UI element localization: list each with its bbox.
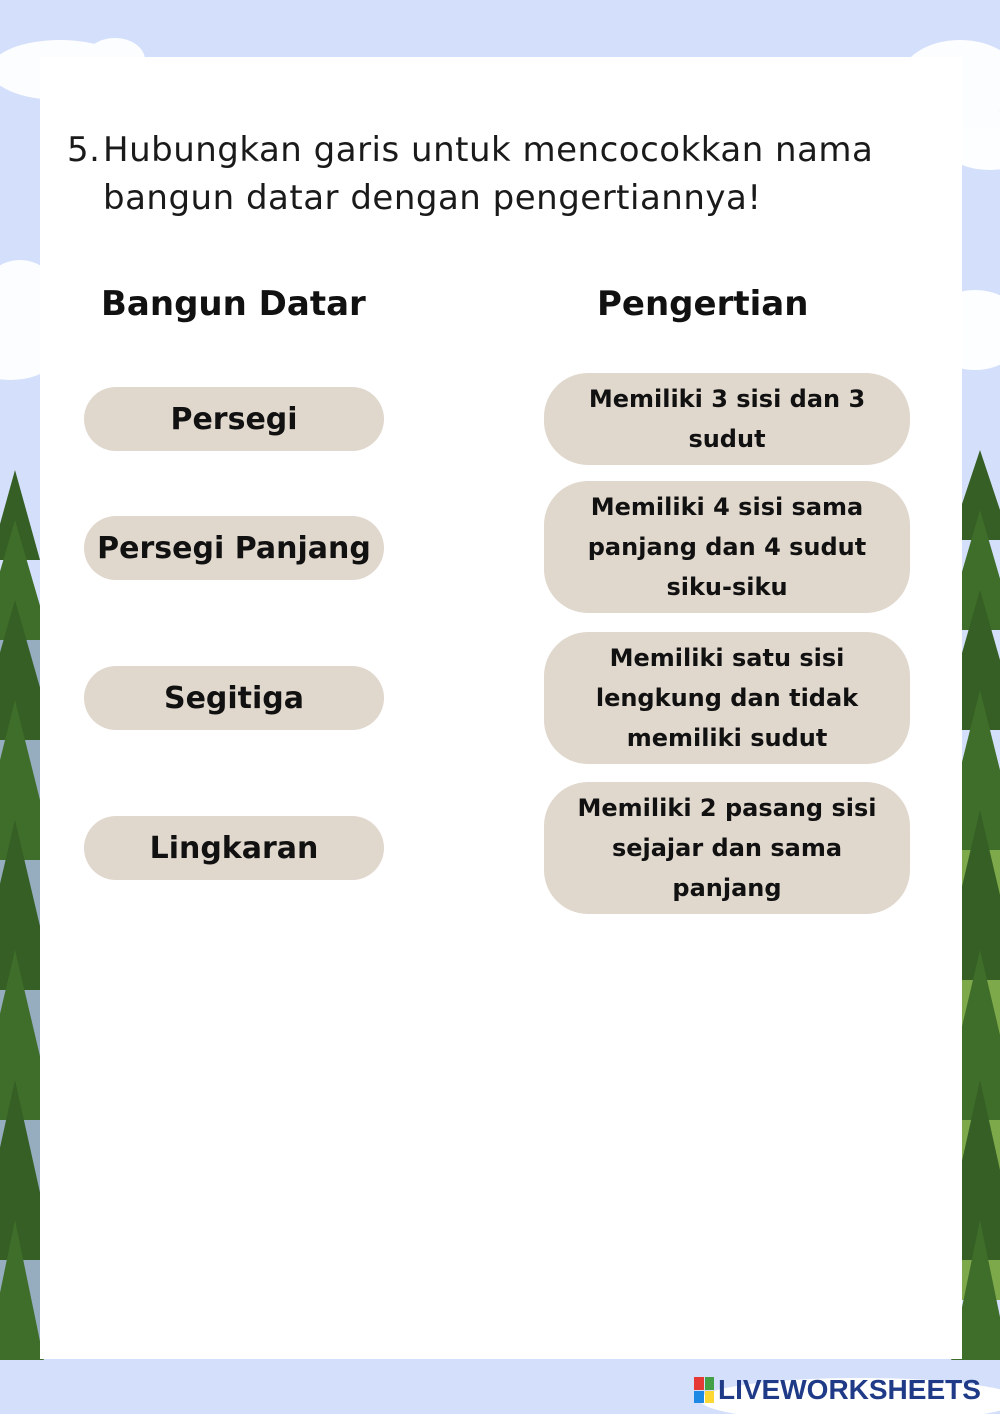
shape-option-segitiga[interactable]: Segitiga [84,666,384,730]
shape-option-persegi[interactable]: Persegi [84,387,384,451]
definition-option-3[interactable]: Memiliki satu sisi lengkung dan tidak memiliki sudut [544,632,910,764]
left-column-header: Bangun Datar [101,284,366,324]
question-text: Hubungkan garis untuk mencocokkan nama bangun datar dengan pengertiannya! [103,130,874,218]
liveworksheets-brand [694,1370,981,1410]
shape-option-lingkaran[interactable]: Lingkaran [84,816,384,880]
definition-option-4[interactable]: Memiliki 2 pasang sisi sejajar dan sama panjang [544,782,910,914]
definition-option-2[interactable]: Memiliki 4 sisi sama panjang dan 4 sudut siku-siku [544,481,910,613]
liveworksheets-logo-icon [694,1377,714,1403]
brand-text: LIVEWORKSHEETS [718,1374,981,1405]
shape-option-persegi-panjang[interactable]: Persegi Panjang [84,516,384,580]
definition-option-1[interactable]: Memiliki 3 sisi dan 3 sudut [544,373,910,465]
right-column-header: Pengertian [597,284,809,324]
question-number: 5. [67,130,101,170]
